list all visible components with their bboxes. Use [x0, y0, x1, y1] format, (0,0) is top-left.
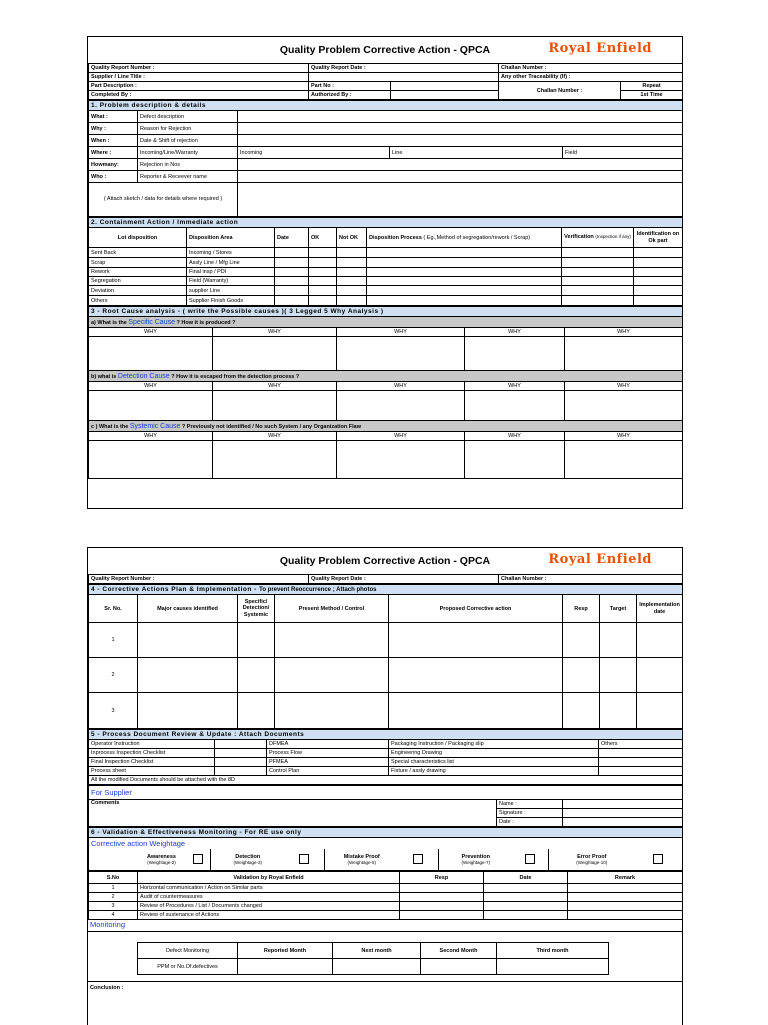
sr-no-header: Sr. No.	[89, 595, 138, 623]
detection-cause-question: b) what is Detection Cause ? How it is escaped from the detection process ?	[89, 371, 683, 382]
part-no-field[interactable]: Part No :	[309, 82, 391, 91]
doc-packaging-instruction[interactable]: Packaging Instruction / Packaging slip	[389, 740, 599, 749]
area-field-warranty[interactable]: Field (Warranty)	[187, 277, 275, 286]
weightage-title: Corrective action Weightage	[89, 838, 683, 849]
qr-date-field-2[interactable]: Quality Report Date :	[309, 575, 499, 584]
lot-rework[interactable]: Rework	[89, 268, 187, 277]
report-info-table	[88, 63, 683, 100]
doc-engineering-drawing[interactable]: Engineering Drawing	[389, 749, 599, 758]
date-input[interactable]	[563, 818, 683, 827]
awareness-option: Awareness (Weightage-2)	[137, 849, 187, 871]
doc-process-flow[interactable]: Process Flow	[267, 749, 389, 758]
section-5-heading: 5 - Process Document Review & Update : Attach Documents	[89, 730, 683, 740]
not-ok-header: Not OK	[337, 228, 367, 248]
completed-by-field[interactable]: Completed By :	[89, 91, 309, 100]
supplier-comments-table	[88, 785, 683, 827]
monitoring-heading: Monitoring	[88, 920, 682, 932]
major-causes-header: Major causes identified	[138, 595, 238, 623]
first-time-label: 1st Time	[621, 91, 683, 100]
doc-inprocess-checklist[interactable]: Inprocess Inspection Checklist	[89, 749, 215, 758]
sno-header: S.No	[89, 872, 138, 884]
ok-header: OK	[309, 228, 337, 248]
lot-disposition-header: Lot disposition	[89, 228, 187, 248]
section-2-heading: 2. Containment Action / Immediate action	[89, 218, 683, 228]
for-supplier-heading: For Supplier	[89, 786, 683, 800]
ca-row-1: 1	[89, 623, 138, 658]
part-description-field[interactable]: Part Description :	[89, 82, 309, 91]
qr-date-field[interactable]: Quality Report Date :	[309, 64, 499, 73]
report-info-table-2	[88, 574, 683, 584]
royal-enfield-logo-2: Royal Enfield	[548, 552, 652, 567]
attach-sketch-note: ( Attach sketch / data for details where required )	[89, 183, 238, 217]
where-field[interactable]: Field	[563, 147, 683, 159]
resp-header: Resp	[563, 595, 600, 623]
monitoring-table	[137, 942, 609, 975]
lot-deviation[interactable]: Deviation	[89, 286, 187, 296]
prevention-option: Prevention (Weightage-7)	[439, 849, 513, 871]
val-horizontal-communication: Horizontal communication / Action on Similar parts	[138, 884, 400, 893]
impl-date-header: Implementation date	[637, 595, 683, 623]
mistake-proof-option: Mistake Proof (Weightage-5)	[325, 849, 399, 871]
where-incoming[interactable]: Incoming	[238, 147, 390, 159]
ca-row-2: 2	[89, 658, 138, 693]
why-label: Why :	[89, 123, 138, 135]
doc-dfmea[interactable]: DFMEA	[267, 740, 389, 749]
signature-input[interactable]	[563, 809, 683, 818]
challan-number-field-2[interactable]: Challan Number :	[499, 82, 621, 100]
form-header-2	[88, 548, 682, 574]
what-label: What :	[89, 111, 138, 123]
monitoring-section	[88, 932, 682, 982]
qpca-form-page-1	[87, 36, 683, 509]
area-incoming-stores[interactable]: Incoming / Stores	[187, 248, 275, 258]
date-header: Date	[275, 228, 309, 248]
reported-month-header: Reported Month	[238, 943, 333, 959]
challan-number-field-3[interactable]: Challan Number :	[499, 575, 683, 584]
systemic-cause-question: c ) What is the Systemic Cause ? Previously not identified / No such System / any Organization Flaw	[89, 421, 683, 432]
root-cause-table: 3 - Root Cause analysis - ( write the Possible causes )( 3 Legged 5 Why Analysis ) a) What is the Specific Cause ? How it is produced ? WHY WHY WHY WHY WHY b) what is Detection Cause ? How it is escaped from the detection process ? WHY WHY WHY WHY WHY c ) What is the Systemic Cause ? Previously not identified / No such System / any Organization Flaw WHY WHY WHY WHY WHY	[88, 306, 683, 479]
area-assly-line[interactable]: Assly Line / Mfg Line	[187, 258, 275, 268]
val-date-header: Date	[484, 872, 568, 884]
qpca-form-page-2	[87, 547, 683, 1025]
who-value[interactable]: Reporter & Receever name	[138, 171, 238, 183]
val-resp-header: Resp	[400, 872, 484, 884]
repeat-label: Repeat	[621, 82, 683, 91]
section-4-heading: 4 - Corrective Actions Plan & Implementation - To prevent Reoccurrence ; Attach photos	[89, 585, 683, 595]
what-value[interactable]: Defect description	[138, 111, 238, 123]
mistake-proof-checkbox[interactable]	[413, 854, 423, 864]
doc-others[interactable]: Others	[599, 740, 683, 749]
doc-fixture-drawing[interactable]: Fixture / assly drawing	[389, 767, 599, 776]
next-month-header: Next month	[333, 943, 421, 959]
name-label: Name :	[497, 800, 563, 809]
howmany-label: Howmany:	[89, 159, 138, 171]
prevention-checkbox[interactable]	[525, 854, 535, 864]
challan-number-field[interactable]: Challan Number :	[499, 64, 683, 73]
proposed-action-header: Proposed Corrective action	[389, 595, 563, 623]
val-review-sustenance: Review of sustenance of Actions	[138, 911, 400, 920]
cause-type-header: Specific/ Detection/ Systemic	[238, 595, 275, 623]
ppm-label: PPM or No.Of.defectives	[138, 959, 238, 975]
doc-special-characteristics[interactable]: Special characteristics list	[389, 758, 599, 767]
where-value[interactable]: Incoming/Line/Warranty	[138, 147, 238, 159]
lot-segregation[interactable]: Segregation	[89, 277, 187, 286]
lot-others[interactable]: Others	[89, 296, 187, 306]
detection-option: Detection (Weightage-3)	[211, 849, 285, 871]
section-6-heading: 6 - Validation & Effectiveness Monitoring - For RE use only	[89, 828, 683, 838]
error-proof-checkbox[interactable]	[653, 854, 663, 864]
disposition-area-header: Disposition Area	[187, 228, 275, 248]
area-supplier-finish-goods[interactable]: Supplier Finish Goods	[187, 296, 275, 306]
who-label: Who :	[89, 171, 138, 183]
present-method-header: Present Method / Control	[275, 595, 389, 623]
why-header: WHY	[89, 328, 213, 337]
doc-process-sheet[interactable]: Process sheet	[89, 767, 215, 776]
val-review-procedures: Review of Procedures / List / Documents changed	[138, 902, 400, 911]
doc-pfmea[interactable]: PFMEA	[267, 758, 389, 767]
val-audit: Audit of countermeasures	[138, 893, 400, 902]
qr-number-field-2[interactable]: Quality Report Number :	[89, 575, 309, 584]
detection-checkbox[interactable]	[299, 854, 309, 864]
form-title-2: Quality Problem Corrective Action - QPCA	[279, 555, 491, 567]
validation-header: Validation by Royal Enfield	[138, 872, 400, 884]
when-label: When :	[89, 135, 138, 147]
disposition-process-header: Disposition Process ( Eg.,Method of segregation/rework / Scrap)	[367, 228, 562, 248]
corrective-action-table	[88, 584, 683, 729]
third-month-header: Third month	[497, 943, 609, 959]
validation-table: S.No Validation by Royal Enfield Resp Date Remark 1 Horizontal communication / Action on Similar parts 2 Audit of countermeasures 3 Review of Procedures / List / Documents changed 4 Review of sustenance of Actions	[88, 871, 683, 920]
validation-weightage-table	[88, 827, 683, 871]
form-title: Quality Problem Corrective Action - QPCA	[279, 44, 491, 56]
area-final-insp[interactable]: Final insp / PDI	[187, 268, 275, 277]
signature-label: Signature :	[497, 809, 563, 818]
why-value[interactable]: Reason for Rejection	[138, 123, 238, 135]
doc-operator-instruction[interactable]: Operator Instruction	[89, 740, 215, 749]
where-line[interactable]: Line	[390, 147, 563, 159]
royal-enfield-logo: Royal Enfield	[548, 41, 652, 56]
specific-cause-question: a) What is the Specific Cause ? How it is produced ?	[89, 317, 683, 328]
date-label: Date :	[497, 818, 563, 827]
ca-row-3: 3	[89, 693, 138, 729]
defect-monitoring-header: Defect Monitoring	[138, 943, 238, 959]
section-1-heading: 1. Problem description & details	[89, 101, 683, 111]
when-value[interactable]: Date & Shift of rejection	[138, 135, 238, 147]
verification-header: Verification (Inspection if any)	[562, 228, 634, 248]
comments-field[interactable]: Comments	[89, 800, 497, 827]
doc-control-plan[interactable]: Control Plan	[267, 767, 389, 776]
authorized-by-field[interactable]: Authorized By :	[309, 91, 391, 100]
section-3-heading: 3 - Root Cause analysis - ( write the Possible causes )( 3 Legged 5 Why Analysis )	[89, 307, 683, 317]
qr-number-field[interactable]: Quality Report Number :	[89, 64, 309, 73]
conclusion-field[interactable]: Conclusion :	[90, 985, 124, 991]
area-supplier-line[interactable]: supplier Line	[187, 286, 275, 296]
form-header	[88, 37, 682, 63]
where-label: Where :	[89, 147, 138, 159]
lot-sent-back[interactable]: Sent Back	[89, 248, 187, 258]
supplier-line-field[interactable]: Supplier / Line Title :	[89, 73, 309, 82]
problem-description-table	[88, 100, 683, 217]
awareness-checkbox[interactable]	[193, 854, 203, 864]
docs-attach-note: All the modified Documents should be attached with the 8D	[89, 776, 683, 785]
howmany-value[interactable]: Rejection in Nos	[138, 159, 238, 171]
remark-header: Remark	[568, 872, 683, 884]
name-input[interactable]	[563, 800, 683, 809]
second-month-header: Second Month	[421, 943, 497, 959]
error-proof-option: Error Proof (Weightage-10)	[549, 849, 635, 871]
containment-action-table	[88, 217, 683, 306]
document-review-table	[88, 729, 683, 785]
doc-final-inspection-checklist[interactable]: Final Inspection Checklist	[89, 758, 215, 767]
identification-header: Identification on Ok part	[634, 228, 683, 248]
lot-scrap[interactable]: Scrap	[89, 258, 187, 268]
traceability-field[interactable]: Any other Traceability (If) :	[499, 73, 683, 82]
target-header: Target	[600, 595, 637, 623]
